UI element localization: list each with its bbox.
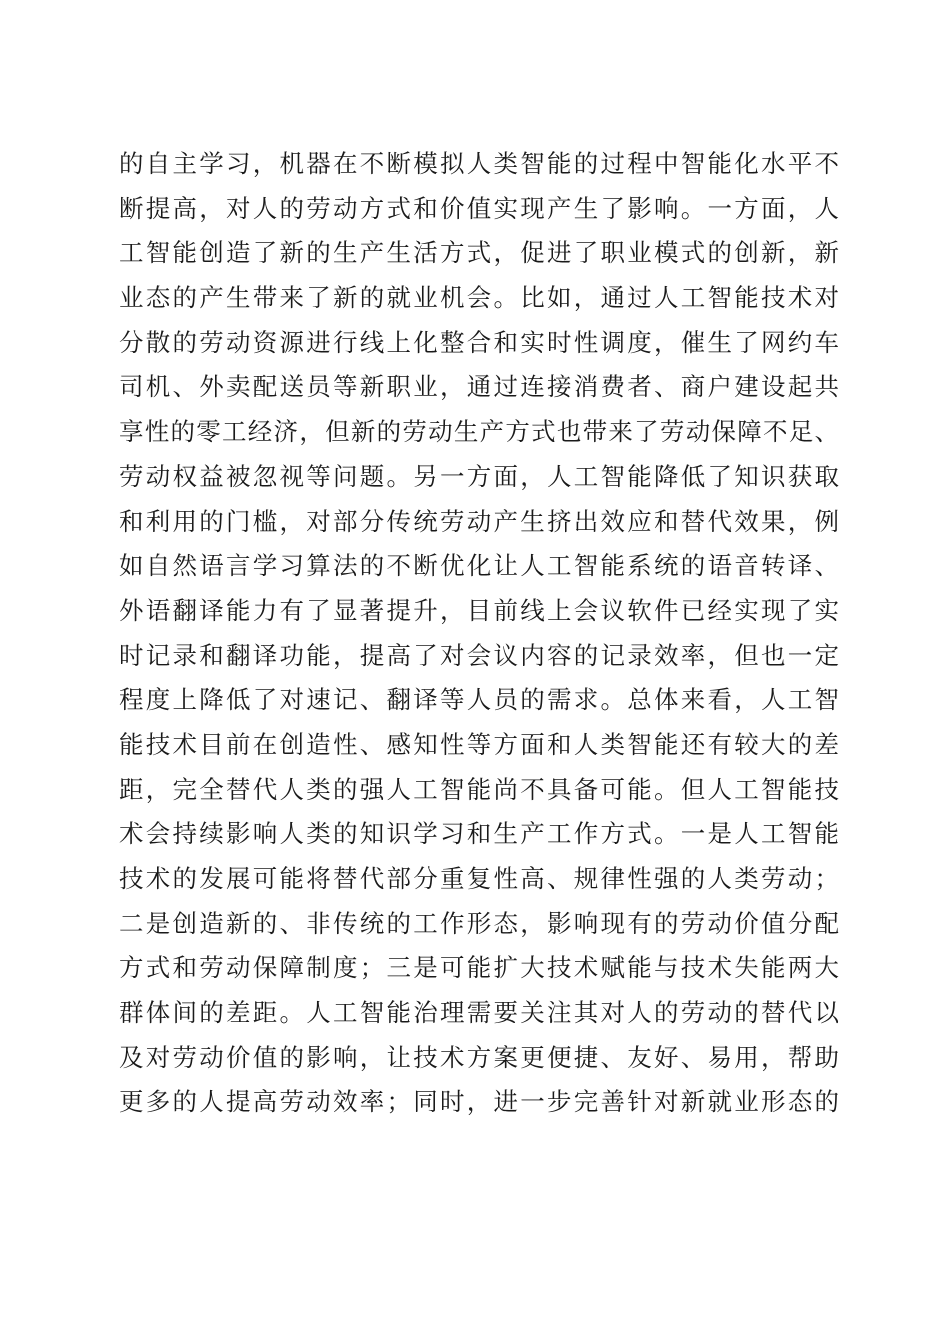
text-line: 享性的零工经济，但新的劳动生产方式也带来了劳动保障不足、 [119, 417, 839, 447]
text-line: 劳动权益被忽视等问题。另一方面，人工智能降低了知识获取 [119, 461, 839, 491]
text-line: 工智能创造了新的生产生活方式，促进了职业模式的创新，新 [119, 238, 839, 268]
text-line: 司机、外卖配送员等新职业，通过连接消费者、商户建设起共 [119, 372, 839, 402]
text-line: 断提高，对人的劳动方式和价值实现产生了影响。一方面，人 [119, 193, 839, 223]
text-line: 外语翻译能力有了显著提升，目前线上会议软件已经实现了实 [119, 595, 839, 625]
text-line: 如自然语言学习算法的不断优化让人工智能系统的语音转译、 [119, 551, 839, 581]
text-line: 更多的人提高劳动效率；同时，进一步完善针对新就业形态的 [119, 1087, 839, 1117]
text-line: 的自主学习，机器在不断模拟人类智能的过程中智能化水平不 [119, 149, 839, 178]
text-line: 程度上降低了对速记、翻译等人员的需求。总体来看，人工智 [119, 685, 839, 715]
text-line: 业态的产生带来了新的就业机会。比如，通过人工智能技术对 [119, 283, 839, 313]
text-line: 分散的劳动资源进行线上化整合和实时性调度，催生了网约车 [119, 327, 839, 357]
text-line: 二是创造新的、非传统的工作形态，影响现有的劳动价值分配 [119, 908, 839, 938]
text-line: 和利用的门槛，对部分传统劳动产生挤出效应和替代效果，例 [119, 506, 839, 536]
text-line: 群体间的差距。人工智能治理需要关注其对人的劳动的替代以 [119, 998, 839, 1028]
body-paragraph [119, 142, 839, 1125]
text-line: 技术的发展可能将替代部分重复性高、规律性强的人类劳动； [119, 864, 839, 893]
text-line: 术会持续影响人类的知识学习和生产工作方式。一是人工智能 [119, 819, 839, 849]
text-line: 及对劳动价值的影响，让技术方案更便捷、友好、易用，帮助 [119, 1042, 839, 1072]
text-line: 方式和劳动保障制度；三是可能扩大技术赋能与技术失能两大 [119, 953, 839, 983]
text-line: 距，完全替代人类的强人工智能尚不具备可能。但人工智能技 [119, 774, 839, 804]
text-line: 能技术目前在创造性、感知性等方面和人类智能还有较大的差 [119, 729, 839, 759]
text-line: 时记录和翻译功能，提高了对会议内容的记录效率，但也一定 [119, 640, 839, 670]
